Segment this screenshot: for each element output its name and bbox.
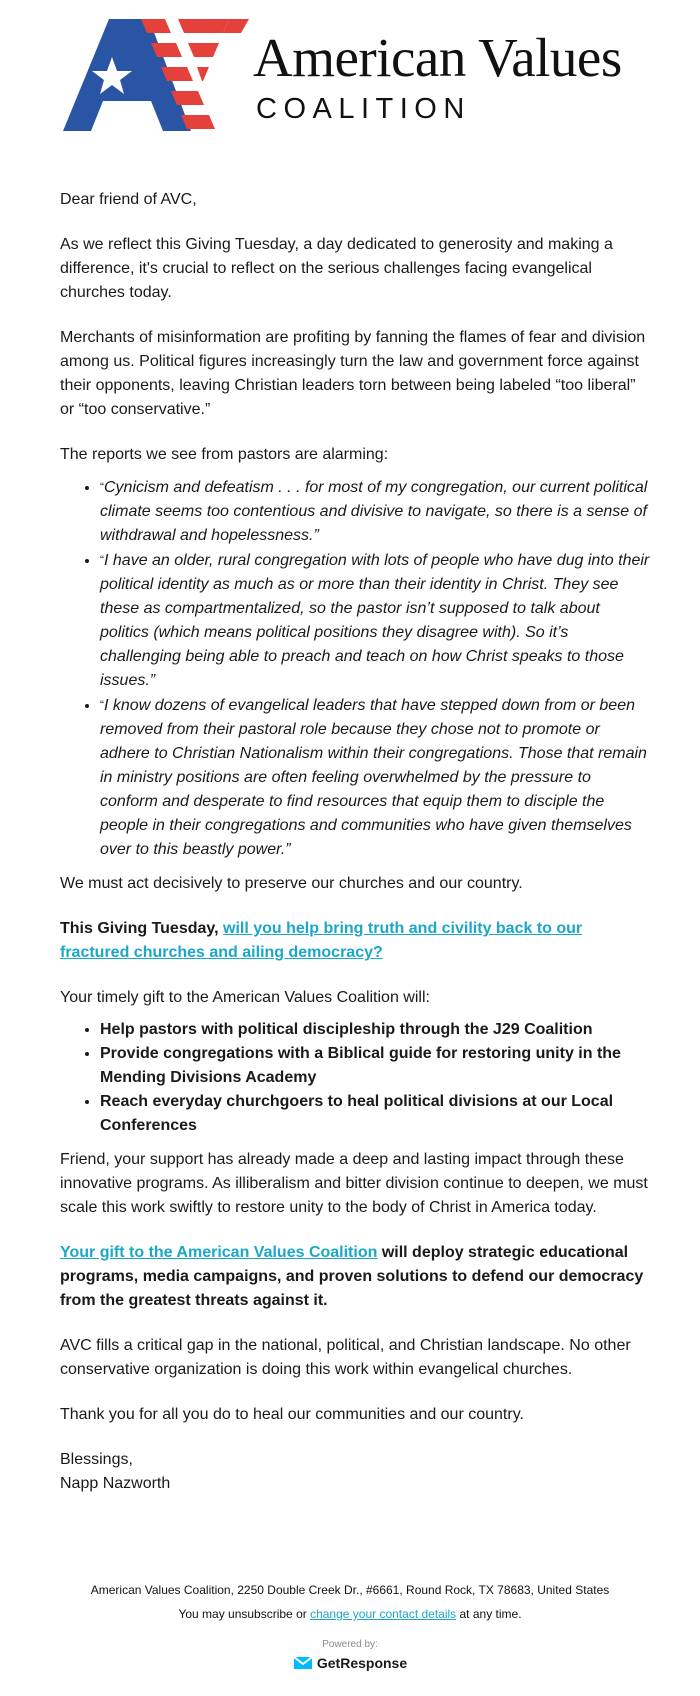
paragraph-gift: Your timely gift to the American Values Coalition will: <box>60 989 430 1006</box>
paragraph-misinformation: Merchants of misinformation are profiting by fanning the flames of fear and division among us. Political figures increasingly turn the law and government force against their opponents, leaving Christian leaders torn between being labeled “too liberal” or “too conservative.” <box>60 329 646 418</box>
donate-link[interactable]: will you help bring truth and civility back to our fractured churches and ailing democracy? <box>60 920 583 961</box>
benefits-list <box>60 1018 650 1138</box>
avc-logo-icon <box>63 19 249 131</box>
envelope-icon <box>293 1655 313 1671</box>
list-item: • “I know dozens of evangelical leaders that have stepped down from or been removed from their pastoral role because they chose not to promote or adhere to Christian Nationalism within their congregations. Those that remain in ministry positions are often feeling overwhelmed by the pressure to conform and desperate to find resources that equip them to disciple the people in their congregations and communities who have given themselves over to this beastly power.” <box>100 693 650 862</box>
footer-address: American Values Coalition, 2250 Double Creek Dr., #6661, Round Rock, TX 78683, United States <box>90 1583 610 1597</box>
list-item: • “I have an older, rural congregation with lots of people who have dug into their political identity as much as or more than their identity in Christ. They see these as compartmentalized, so the pastor isn’t supposed to talk about politics (which means political positions they disagree with). So it’s challenging being able to preach and teach on how Christ speaks to those issues.” <box>100 548 650 693</box>
paragraph-gap: AVC fills a critical gap in the national, political, and Christian landscape. No other conservative organization is doing this work within evangelical churches. <box>60 1337 631 1378</box>
signature: Napp Nazworth <box>60 1475 171 1492</box>
list-item: • “Cynicism and defeatism . . . for most of my congregation, our current political climate seems too contentious and divisive to navigate, so there is a sense of withdrawal and hopelessness.” <box>100 475 650 548</box>
email-header <box>0 0 700 150</box>
gift-paragraph: Your gift to the American Values Coalition will deploy strategic educational programs, media campaigns, and proven solutions to defend our democracy from the greatest threats against it. <box>60 1244 644 1309</box>
paragraph-support: Friend, your support has already made a deep and lasting impact through these innovative programs. As illiberalism and bitter division continue to deepen, we must scale this work swiftly to restore unity to the body of Christ in America today. <box>60 1151 648 1216</box>
brand-subtitle: COALITION <box>256 93 471 125</box>
greeting: Dear friend of AVC, <box>60 191 197 208</box>
powered-by-label: Powered by: <box>322 1639 378 1650</box>
change-contact-link[interactable]: change your contact details <box>310 1607 457 1621</box>
signoff: Blessings, Napp Nazworth <box>60 1451 171 1492</box>
pastor-quotes-list <box>60 475 650 862</box>
paragraph-reports: The reports we see from pastors are alarming: <box>60 446 389 463</box>
list-item: • Provide congregations with a Biblical guide for restoring unity in the Mending Divisions Academy <box>100 1042 650 1090</box>
powered-by <box>0 1638 700 1676</box>
cta-paragraph: This Giving Tuesday, will you help bring truth and civility back to our fractured churches and ailing democracy? <box>60 920 583 961</box>
paragraph-intro: As we reflect this Giving Tuesday, a day dedicated to generosity and making a difference, it's crucial to reflect on the serious challenges facing evangelical churches today. <box>60 236 613 301</box>
brand-name: American Values <box>253 27 622 88</box>
getresponse-badge[interactable] <box>293 1655 407 1671</box>
paragraph-act: We must act decisively to preserve our churches and our country. <box>60 875 523 892</box>
footer-unsubscribe: You may unsubscribe or change your contact details at any time. <box>178 1607 522 1621</box>
letter-body <box>60 188 650 1496</box>
paragraph-thanks: Thank you for all you do to heal our communities and our country. <box>60 1406 524 1423</box>
list-item: • Help pastors with political discipleship through the J29 Coalition <box>100 1018 650 1042</box>
email-footer <box>0 1578 700 1626</box>
gift-link[interactable]: Your gift to the American Values Coalition <box>60 1244 378 1261</box>
list-item: • Reach everyday churchgoers to heal political divisions at our Local Conferences <box>100 1090 650 1138</box>
getresponse-name: GetResponse <box>316 1655 408 1671</box>
